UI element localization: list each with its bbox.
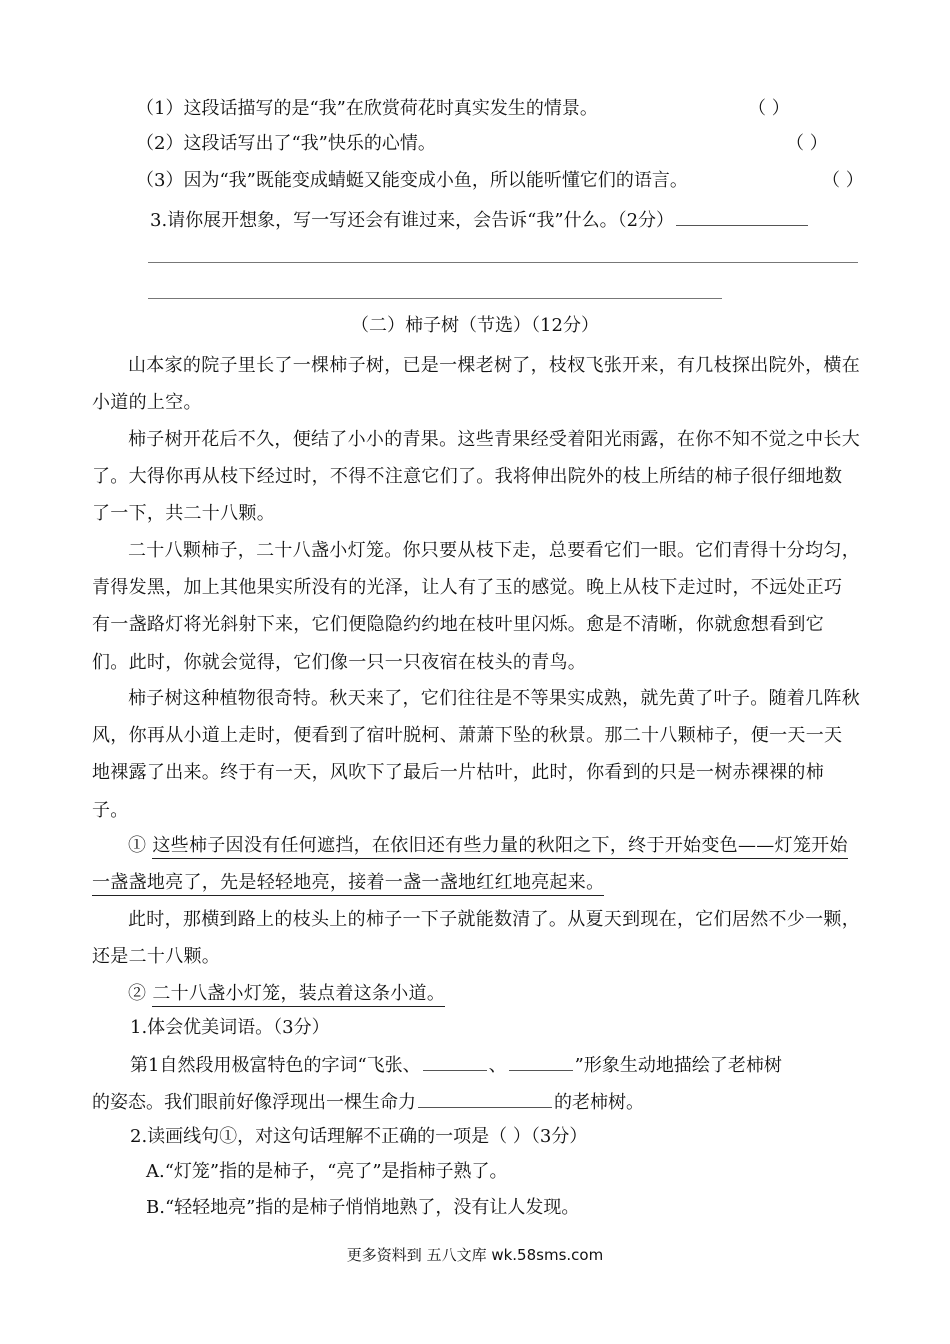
q1-text-b: 、 — [488, 1055, 507, 1076]
answer-blank-word-1[interactable] — [423, 1052, 487, 1071]
answer-blank-word-2[interactable] — [509, 1052, 573, 1071]
q1-text-c: ”形象生动地描绘了老柿树 — [574, 1055, 782, 1076]
q1-text-a: 第1自然段用极富特色的字词“飞张、 — [130, 1055, 421, 1076]
answer-line-2[interactable] — [148, 298, 722, 299]
answer-blank-q3[interactable] — [676, 207, 808, 226]
question-3-text: 3.请你展开想象，写一写还会有谁过来，会告诉“我”什么。（2分） — [150, 210, 675, 231]
judgment-item-3: （3）因为“我”既能变成蜻蜓又能变成小鱼，所以能听懂它们的语言。 — [136, 170, 688, 191]
question-2-option-b[interactable]: B.“轻轻地亮”指的是柿子悄悄地熟了，没有让人发现。 — [146, 1197, 580, 1218]
passage-paragraph-4: 柿子树这种植物很奇特。秋天来了，它们往往是不等果实成熟，就先黄了叶子。随着几阵秋风，你再从小道上走时，便看到了宿叶脱柯、萧萧下坠的秋景。那二十八颗柿子，便一天一天地裸露了出来。终于有一天，风吹下了最后一片枯叶，此时，你看到的只是一树赤裸裸的柿子。 — [92, 688, 860, 821]
section-title: （二）柿子树（节选）（12分） — [351, 315, 599, 336]
question-1-line-2 — [92, 1089, 644, 1115]
question-2-title: 2.读画线句①，对这句话理解不正确的一项是（ ）（3分） — [130, 1126, 588, 1147]
passage-paragraph-6: 此时，那横到路上的枝头上的柿子一下子就能数清了。从夏天到现在，它们居然不少一颗，还是二十八颗。 — [92, 909, 860, 968]
passage-paragraph-3: 二十八颗柿子，二十八盏小灯笼。你只要从枝下走，总要看它们一眼。它们青得十分均匀，青得发黑，加上其他果实所没有的光泽，让人有了玉的感觉。晚上从枝下走过时，不远处正巧有一盏路灯将光斜射下来，它们便隐隐约约地在枝叶里闪烁。愈是不清晰，你就愈想看到它们。此时，你就会觉得，它们像一只一只夜宿在枝头的青鸟。 — [92, 540, 860, 673]
question-1-title: 1.体会优美词语。（3分） — [130, 1017, 330, 1038]
q1-text-e: 的老柿树。 — [554, 1092, 644, 1113]
passage-paragraph-1: 山本家的院子里长了一棵柿子树，已是一棵老树了，枝杈飞张开来，有几枝探出院外，横在小道的上空。 — [92, 355, 860, 414]
passage-paragraph-5 — [92, 827, 860, 901]
underlined-sentence-2: 二十八盏小灯笼，装点着这条小道。 — [152, 983, 445, 1007]
q1-text-d: 的姿态。我们眼前好像浮现出一棵生命力 — [92, 1092, 416, 1113]
passage-paragraph-7 — [92, 975, 860, 1012]
footer-watermark: 更多资料到 五八文库 wk.58sms.com — [346, 1246, 604, 1264]
answer-paren-2[interactable]: （ ） — [786, 133, 828, 154]
question-1-line-1 — [130, 1052, 782, 1078]
judgment-item-2: （2）这段话写出了“我”快乐的心情。 — [136, 133, 436, 154]
marker-2: ② — [128, 983, 147, 1004]
judgment-item-1: （1）这段话描写的是“我”在欣赏荷花时真实发生的情景。 — [136, 98, 598, 119]
marker-1: ① — [128, 835, 147, 856]
question-2-option-a[interactable]: A.“灯笼”指的是柿子，“亮了”是指柿子熟了。 — [146, 1161, 508, 1182]
question-3 — [150, 207, 810, 233]
answer-paren-1[interactable]: （ ） — [748, 98, 790, 119]
underlined-sentence-1: 这些柿子因没有任何遮挡，在依旧还有些力量的秋阳之下，终于开始变色——灯笼开始一盏盏地亮了，先是轻轻地亮，接着一盏一盏地红红地亮起来。 — [92, 835, 848, 896]
answer-blank-vitality[interactable] — [418, 1089, 552, 1108]
passage-paragraph-2: 柿子树开花后不久，便结了小小的青果。这些青果经受着阳光雨露，在你不知不觉之中长大了。大得你再从枝下经过时，不得不注意它们了。我将伸出院外的枝上所结的柿子很仔细地数了一下，共二十八颗。 — [92, 429, 860, 525]
answer-line-1[interactable] — [148, 262, 858, 263]
answer-paren-3[interactable]: （ ） — [822, 170, 864, 191]
